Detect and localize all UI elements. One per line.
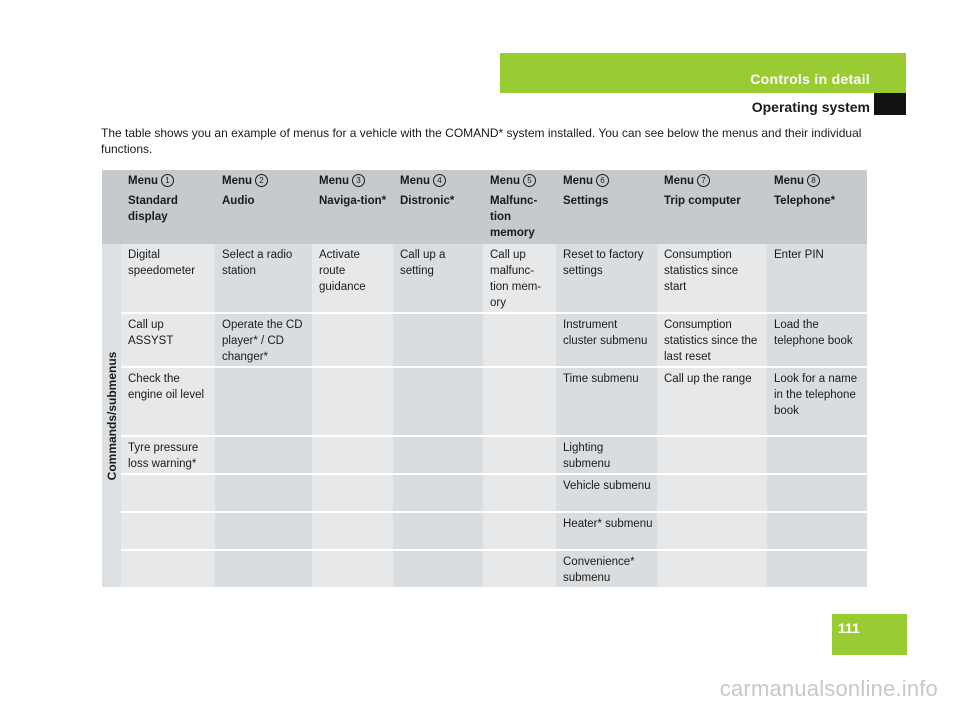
table-cell — [215, 550, 312, 588]
intro-paragraph: The table shows you an example of menus for a vehicle with the COMAND* system installed. You can see below the menus and their individual functions. — [101, 126, 862, 156]
table-row — [102, 367, 867, 436]
table-cell: Convenience* submenu — [556, 550, 657, 588]
subsection-title: Operating system — [751, 99, 870, 115]
table-cell — [393, 436, 483, 474]
side-label-cell — [102, 244, 121, 588]
section-title: Controls in detail — [750, 71, 870, 87]
menu-label: Menu — [664, 175, 695, 187]
menu-number-badge: 6 — [596, 174, 609, 187]
table-cell — [393, 367, 483, 436]
menu-label: Menu — [400, 175, 431, 187]
table-cell — [483, 436, 556, 474]
table-cell — [767, 512, 867, 550]
table-cell — [121, 550, 215, 588]
table-cell — [312, 367, 393, 436]
side-label: Commands/submenus — [104, 351, 119, 480]
table-cell: Call up a setting — [393, 244, 483, 313]
menu-label: Menu — [128, 175, 159, 187]
table-cell — [393, 512, 483, 550]
table-cell: Load the telephone book — [767, 313, 867, 367]
menu-number-badge: 3 — [352, 174, 365, 187]
menu-label: Menu — [563, 175, 594, 187]
menu-header-7 — [657, 170, 767, 190]
table-cell — [312, 474, 393, 512]
table-cell — [767, 550, 867, 588]
table-cell — [657, 474, 767, 512]
table-cell — [312, 436, 393, 474]
table-cell — [312, 512, 393, 550]
menu-header-3 — [312, 170, 393, 190]
table-row — [102, 244, 867, 313]
table-row — [102, 313, 867, 367]
table-cell: Check the engine oil level — [121, 367, 215, 436]
menu-number-badge: 8 — [807, 174, 820, 187]
table-cell: Consumption statistics since start — [657, 244, 767, 313]
table-cell: Call up malfunc-tion mem-ory — [483, 244, 556, 313]
table-cell — [657, 550, 767, 588]
menu-title-row — [102, 190, 867, 244]
table-cell — [215, 512, 312, 550]
menu-header-1 — [121, 170, 215, 190]
menu-header-8 — [767, 170, 867, 190]
table-cell — [121, 474, 215, 512]
menu-number-row — [102, 170, 867, 190]
table-cell: Activate route guidance — [312, 244, 393, 313]
menu-title: Naviga-tion* — [312, 190, 393, 244]
table-cell: Digital speedometer — [121, 244, 215, 313]
table-cell: Look for a name in the telephone book — [767, 367, 867, 436]
menu-title: Telephone* — [767, 190, 867, 244]
table-cell — [312, 550, 393, 588]
table-cell: Call up ASSYST — [121, 313, 215, 367]
table-cell — [393, 313, 483, 367]
table-row — [102, 436, 867, 474]
table-cell: Heater* submenu — [556, 512, 657, 550]
page-number: 111 — [838, 620, 860, 636]
table-cell: Enter PIN — [767, 244, 867, 313]
table-cell — [393, 550, 483, 588]
table-cell: Instrument cluster submenu — [556, 313, 657, 367]
table-cell — [393, 474, 483, 512]
watermark: carmanualsonline.info — [719, 676, 938, 701]
menu-header-4 — [393, 170, 483, 190]
table-cell — [767, 436, 867, 474]
table-cell: Tyre pressure loss warning* — [121, 436, 215, 474]
table-cell — [215, 367, 312, 436]
table-cell: Reset to factory settings — [556, 244, 657, 313]
menu-title: Trip computer — [657, 190, 767, 244]
table-cell — [483, 512, 556, 550]
menu-label: Menu — [222, 175, 253, 187]
menu-title: Audio — [215, 190, 312, 244]
table-cell — [767, 474, 867, 512]
table-cell: Select a radio station — [215, 244, 312, 313]
menu-header-6 — [556, 170, 657, 190]
table-cell: Lighting submenu — [556, 436, 657, 474]
table-cell — [312, 313, 393, 367]
menu-header-2 — [215, 170, 312, 190]
menu-number-badge: 4 — [433, 174, 446, 187]
table-cell: Operate the CD player* / CD changer* — [215, 313, 312, 367]
table-cell — [483, 367, 556, 436]
menu-label: Menu — [774, 175, 805, 187]
menus-table — [102, 170, 867, 589]
table-cell — [215, 474, 312, 512]
table-cell — [657, 512, 767, 550]
menu-title: Distronic* — [393, 190, 483, 244]
menu-title: Settings — [556, 190, 657, 244]
menu-title: Standard display — [121, 190, 215, 244]
table-cell — [483, 550, 556, 588]
corner-cell — [102, 170, 121, 190]
table-cell: Call up the range — [657, 367, 767, 436]
menu-title: Malfunc-tion memory — [483, 190, 556, 244]
menu-number-badge: 5 — [523, 174, 536, 187]
menu-number-badge: 7 — [697, 174, 710, 187]
menu-label: Menu — [490, 175, 521, 187]
menu-label: Menu — [319, 175, 350, 187]
header-tab-marker — [874, 93, 906, 115]
table-cell — [657, 436, 767, 474]
table-row — [102, 474, 867, 512]
menu-number-badge: 2 — [255, 174, 268, 187]
table-cell — [215, 436, 312, 474]
table-row — [102, 512, 867, 550]
table-row — [102, 550, 867, 588]
table-cell: Time submenu — [556, 367, 657, 436]
table-cell — [483, 474, 556, 512]
table-cell: Consumption statistics since the last reset — [657, 313, 767, 367]
corner-cell — [102, 190, 121, 244]
menu-header-5 — [483, 170, 556, 190]
table-cell — [121, 512, 215, 550]
table-cell: Vehicle submenu — [556, 474, 657, 512]
menu-number-badge: 1 — [161, 174, 174, 187]
table-cell — [483, 313, 556, 367]
